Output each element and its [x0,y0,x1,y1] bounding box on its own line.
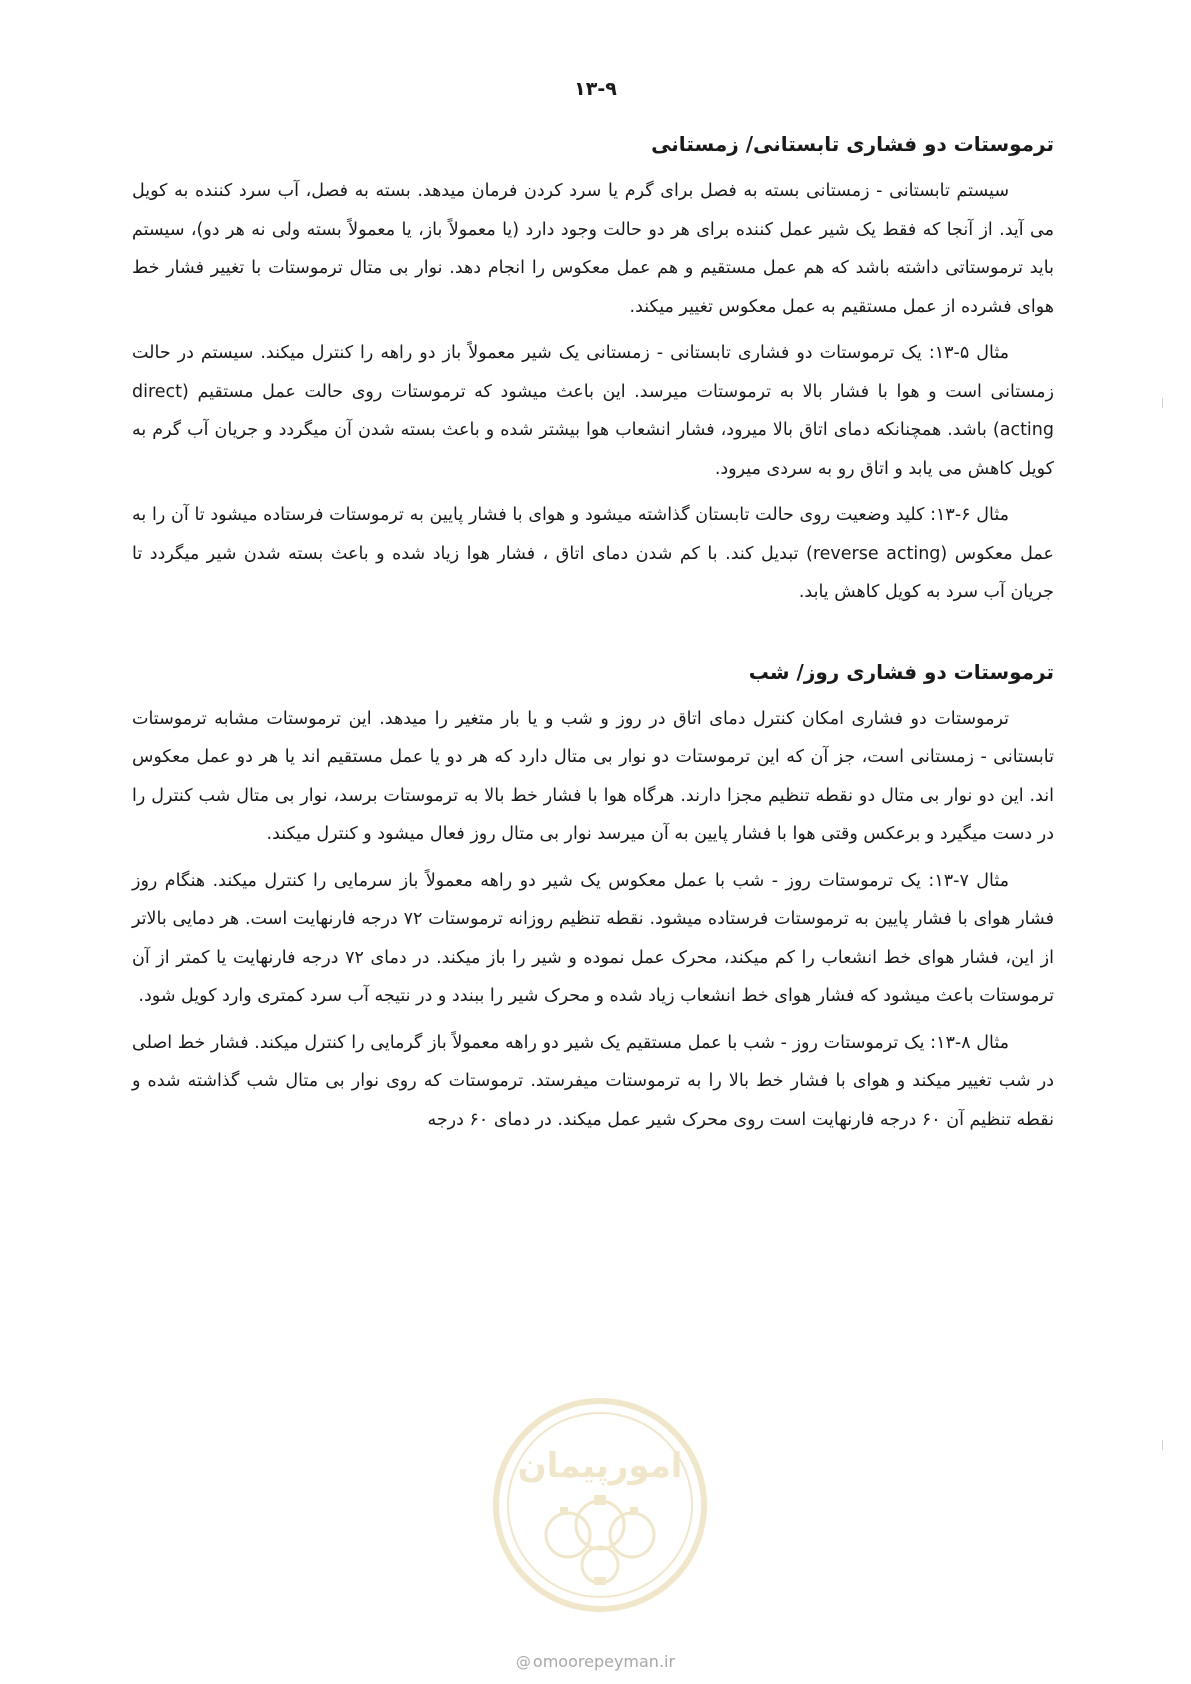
section-heading: ترموستات دو فشاری تابستانی/ زمستانی [651,132,1054,156]
paragraph: مثال ۶-۱۳: کلید وضعیت روی حالت تابستان گذاشته میشود و هوای با فشار پایین به ترموستات فرستاده میشود تا آن را به عمل معکوس (reverse acting) تبدیل کند. با کم شدن دمای اتاق ، فشار هوا زیاد شده و باعث بسته شدن شیر میگردد تا جریان آب سرد به کویل کاهش یابد. [132,505,1054,602]
at-icon: @ [515,1653,531,1671]
section-summer-winter [132,128,1054,612]
document-body [132,128,1054,1147]
section-day-night [132,656,1054,1140]
watermark-url-text: omoorepeyman.ir [532,1652,676,1671]
watermark-url [0,1652,1191,1671]
page-number: ۱۳-۹ [574,78,617,100]
margin-mark [1162,1440,1163,1450]
watermark-seal-icon [490,1395,710,1615]
paragraph: مثال ۵-۱۳: یک ترموستات دو فشاری تابستانی - زمستانی یک شیر معمولاً باز دو راهه را کنترل میکند. سیستم در حالت زمستانی است و هوا با فشار بالا به ترموستات میرسد. این باعث میشود که ترموستات روی حالت عمل مستقیم (direct acting) باشد. همچنانکه دمای اتاق بالا میرود، فشار انشعاب هوا بیشتر شده و باعث بسته شدن آن میگردد و جریان آب گرم به کویل کاهش می یابد و اتاق رو به سردی میرود. [132,343,1054,479]
paragraph: ترموستات دو فشاری امکان کنترل دمای اتاق در روز و شب و یا بار متغیر را میدهد. این ترموستات مشابه ترموستات تابستانی - زمستانی است، جز آن که این ترموستات دو نوار بی متال دارد که هر دو یا عمل مستقیم اند یا هر دو عمل معکوس اند. این دو نوار بی متال دو نقطه تنظیم مجزا دارند. هرگاه هوا با فشار خط بالا به ترموستات برسد، نوار بی متال شب کنترل را در دست میگیرد و برعکس وقتی هوا با فشار پایین به آن میرسد نوار بی متال روز فعال میشود و کنترل میکند. [132,708,1054,844]
section-heading: ترموستات دو فشاری روز/ شب [748,659,1054,684]
paragraph: مثال ۸-۱۳: یک ترموستات روز - شب با عمل مستقیم یک شیر دو راهه معمولاً باز گرمایی را کنترل میکند. فشار خط اصلی در شب تغییر میکند و هوای با فشار خط بالا را به ترموستات میفرستد. ترموستات که روی نوار بی متال شب گذاشته شده و نقطه تنظیم آن ۶۰ درجه فارنهایت است روی محرک شیر عمل میکند. در دمای ۶۰ درجه [132,1032,1054,1130]
watermark-logo-text: امورپیمان [517,1446,683,1486]
watermark-logo [490,1395,710,1615]
paragraph: مثال ۷-۱۳: یک ترموستات روز - شب با عمل معکوس یک شیر دو راهه معمولاً باز سرمایی را کنترل میکند. هنگام روز فشار هوای با فشار پایین به ترموستات فرستاده میشود. نقطه تنظیم روزانه ترموستات ۷۲ درجه فارنهایت است. هر دمایی بالاتر از این، فشار هوای خط انشعاب را کم میکند، محرک عمل نموده و شیر را باز میکند. در دمای ۷۲ درجه فارنهایت یا کمتر از آن ترموستات باعث میشود که فشار هوای خط انشعاب زیاد شده و محرک شیر را ببندد و در نتیجه آب سرد کمتری وارد کویل شود. [132,870,1054,1006]
margin-mark [1162,398,1163,408]
paragraph: سیستم تابستانی - زمستانی بسته به فصل برای گرم یا سرد کردن فرمان میدهد. بسته به فصل، آب سرد کننده به کویل می آید. از آنجا که فقط یک شیر عمل کننده برای هر دو حالت وجود دارد (یا معمولاً باز، یا معمولاً بسته ولی نه هر دو)، سیستم باید ترموستاتی داشته باشد که هم عمل مستقیم و هم عمل معکوس را انجام دهد. نوار بی متال ترموستات با تغییر فشار خط هوای فشرده از عمل مستقیم به عمل معکوس تغییر میکند. [132,181,1054,317]
